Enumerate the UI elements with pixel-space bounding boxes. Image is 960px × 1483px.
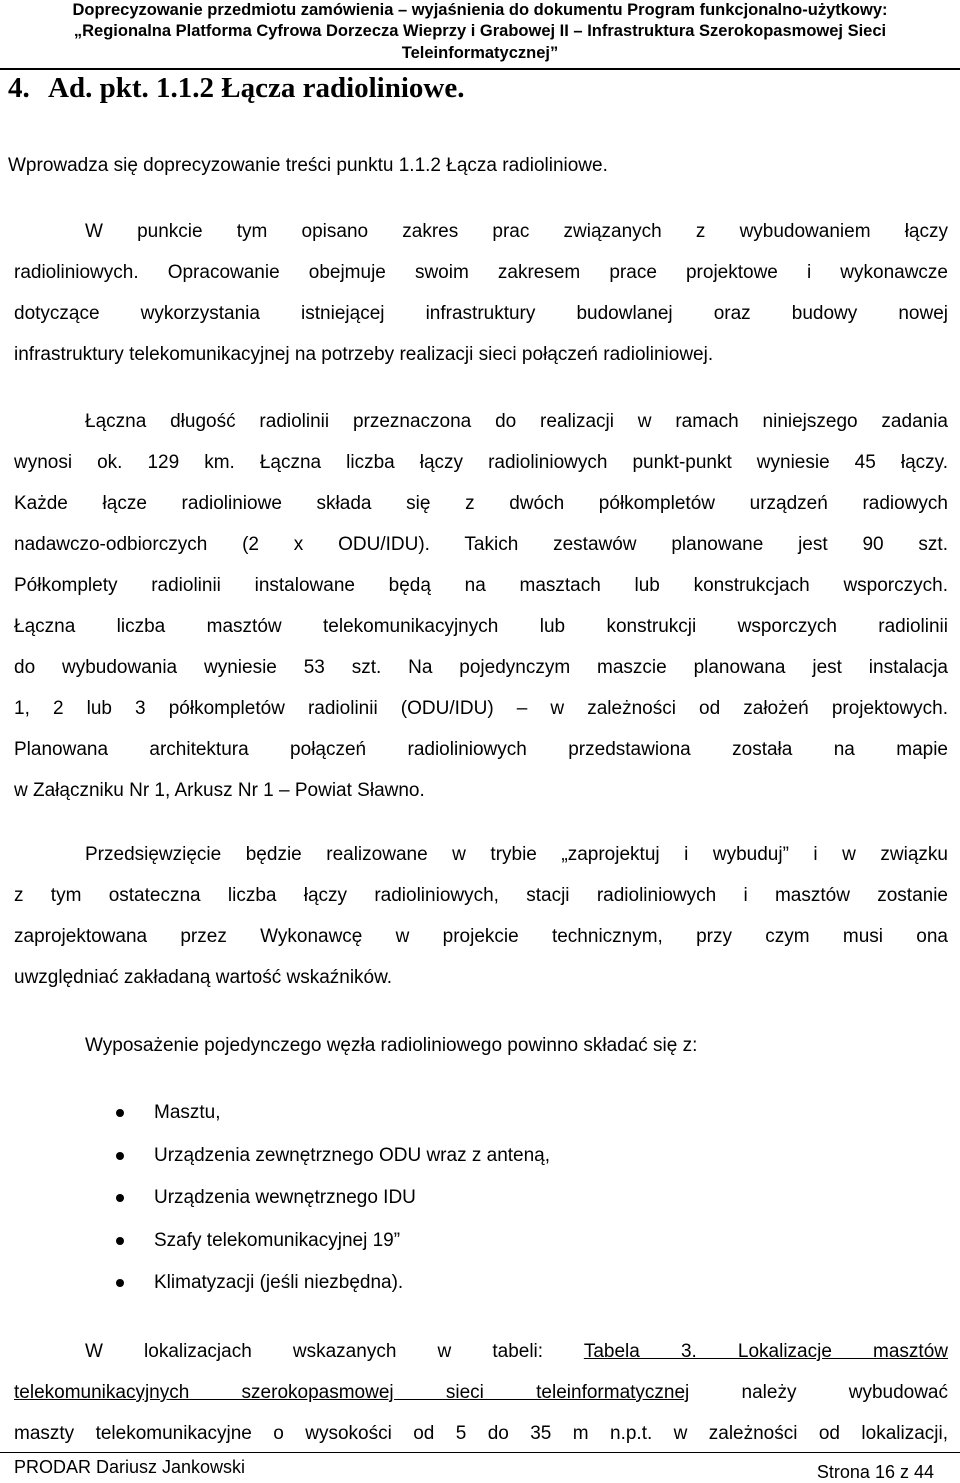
text-line: maszty telekomunikacyjne o wysokości od 5 do 35 m n.p.t. w zależności od lokalizacji, <box>14 1423 948 1444</box>
bullet-icon <box>116 1194 124 1202</box>
text-line: z tym ostateczna liczba łączy radioliniowych, stacji radioliniowych i masztów zostanie <box>14 885 948 906</box>
paragraph-masts <box>14 1331 948 1454</box>
header-line-1: Doprecyzowanie przedmiotu zamówienia – wyjaśnienia do dokumentu Program funkcjonalno-użytkowy: <box>72 1 888 19</box>
text-line <box>14 1372 948 1413</box>
paragraph-radiolinks <box>14 401 948 811</box>
paragraph-design-build <box>14 834 948 998</box>
text-segment: należy wybudować <box>689 1382 948 1403</box>
text-line: Przedsięwzięcie będzie realizowane w trybie „zaprojektuj i wybuduj” i w związku <box>85 844 948 865</box>
text-line: do wybudowania wyniesie 53 szt. Na pojedynczym maszcie planowana jest instalacja <box>14 657 948 678</box>
text-segment: W lokalizacjach wskazanych w tabeli: <box>85 1341 584 1362</box>
bullet-icon <box>116 1152 124 1160</box>
text-line: radioliniowych. Opracowanie obejmuje swoim zakresem prace projektowe i wykonawcze <box>14 262 948 283</box>
text-line: Wyposażenie pojedynczego węzła radioliniowego powinno składać się z: <box>85 1035 698 1056</box>
list-item: Masztu, <box>108 1092 550 1135</box>
table-reference-link[interactable]: Tabela 3. Lokalizacje masztów <box>583 1341 948 1362</box>
document-footer <box>0 1452 960 1481</box>
text-line: wynosi ok. 129 km. Łączna liczba łączy radioliniowych punkt-punkt wyniesie 45 łączy. <box>14 452 948 473</box>
section-heading <box>8 70 465 106</box>
text-line: w Załączniku Nr 1, Arkusz Nr 1 – Powiat Sławno. <box>14 780 425 801</box>
text-line: Łączna długość radiolinii przeznaczona do realizacji w ramach niniejszego zadania <box>85 411 948 432</box>
text-line: Półkomplety radiolinii instalowane będą na masztach lub konstrukcjach wsporczych. <box>14 575 948 596</box>
list-item: Szafy telekomunikacyjnej 19” <box>108 1220 550 1263</box>
text-line: dotyczące wykorzystania istniejącej infrastruktury budowlanej oraz budowy nowej <box>14 303 948 324</box>
paragraph-node-equipment <box>14 1025 948 1066</box>
bullet-icon <box>116 1237 124 1245</box>
list-item: Urządzenia zewnętrznego ODU wraz z anteną, <box>108 1135 550 1178</box>
footer-company: PRODAR Dariusz Jankowski <box>14 1457 246 1477</box>
text-line: zaprojektowana przez Wykonawcę w projekcie technicznym, przy czym musi ona <box>14 926 948 947</box>
text-line: Planowana architektura połączeń radioliniowych przedstawiona została na mapie <box>14 739 948 760</box>
paragraph-scope <box>14 211 948 375</box>
text-line: infrastruktury telekomunikacyjnej na potrzeby realizacji sieci połączeń radioliniowej. <box>14 344 714 365</box>
bullet-icon <box>116 1279 124 1287</box>
document-header <box>0 0 960 70</box>
header-line-3: Teleinformatycznej” <box>401 44 559 62</box>
text-line: W punkcie tym opisano zakres prac związanych z wybudowaniem łączy <box>85 221 948 242</box>
text-line: Łączna liczba masztów telekomunikacyjnych lub konstrukcji wsporczych radiolinii <box>14 616 948 637</box>
text-line: 1, 2 lub 3 półkompletów radiolinii (ODU/IDU) – w zależności od założeń projektowych. <box>14 698 948 719</box>
bullet-icon <box>116 1109 124 1117</box>
section-title: Ad. pkt. 1.1.2 Łącza radioliniowe. <box>48 72 465 104</box>
equipment-list <box>108 1092 550 1305</box>
intro-text: Wprowadza się doprecyzowanie treści punktu 1.1.2 Łącza radioliniowe. <box>8 155 608 176</box>
list-item: Klimatyzacji (jeśli niezbędna). <box>108 1262 550 1305</box>
text-line: uwzględniać zakładaną wartość wskaźników. <box>14 967 393 988</box>
page-number: Strona 16 z 44 <box>816 1462 934 1482</box>
text-line: Każde łącze radioliniowe składa się z dwóch półkompletów urządzeń radiowych <box>14 493 948 514</box>
header-line-2: „Regionalna Platforma Cyfrowa Dorzecza Wieprzy i Grabowej II – Infrastruktura Szerokopasmowej Sieci <box>73 22 887 40</box>
text-line: nadawczo-odbiorczych (2 x ODU/IDU). Takich zestawów planowane jest 90 szt. <box>14 534 948 555</box>
section-number: 4. <box>8 72 30 104</box>
list-item: Urządzenia wewnętrznego IDU <box>108 1177 550 1220</box>
table-reference-link-continued[interactable]: telekomunikacyjnych szerokopasmowej sieci teleinformatycznej <box>14 1382 690 1403</box>
text-line <box>14 1331 948 1372</box>
